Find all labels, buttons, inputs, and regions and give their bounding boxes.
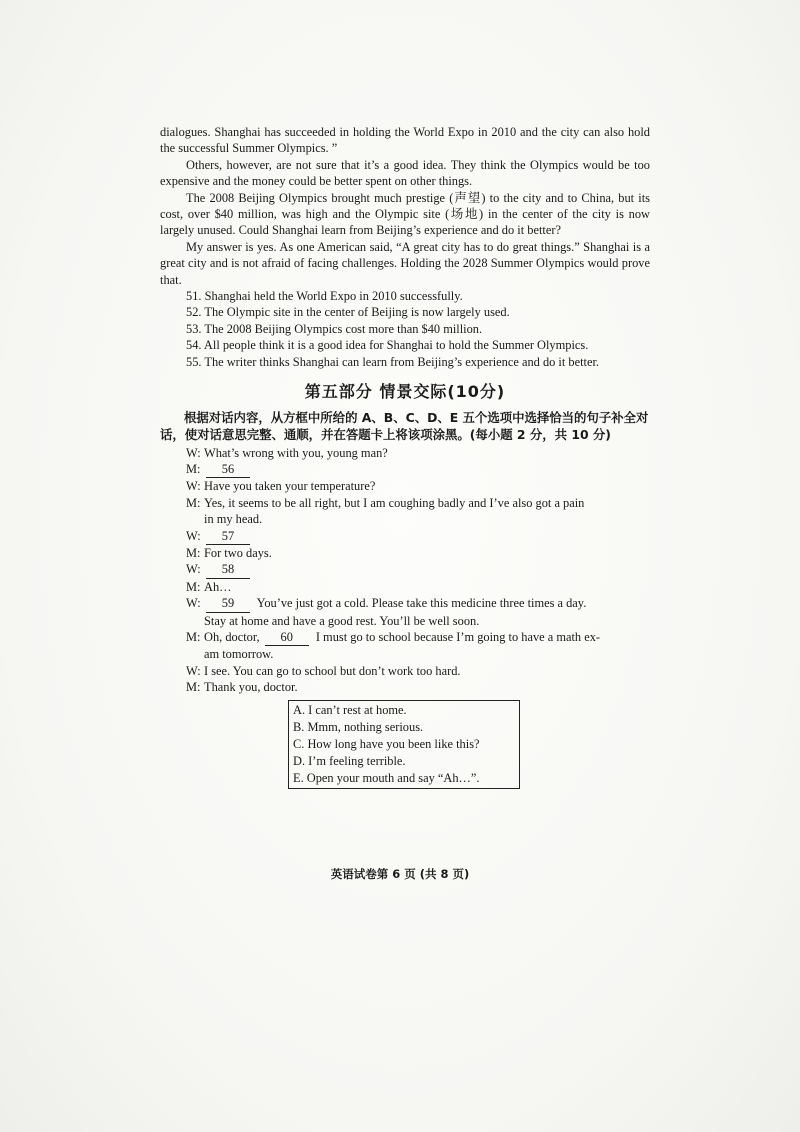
option-c: C. How long have you been like this? xyxy=(293,736,480,751)
question-53 xyxy=(160,321,650,337)
question-text: The Olympic site in the center of Beijing is now largely used. xyxy=(204,305,510,320)
dialog-line xyxy=(160,679,650,695)
dialog xyxy=(160,445,650,696)
dialog-text: What’s wrong with you, young man? xyxy=(204,445,388,460)
question-51 xyxy=(160,288,650,304)
question-list xyxy=(160,288,650,370)
dialog-text: I must go to school because I’m going to have a math ex- xyxy=(315,629,601,644)
question-number: 53. xyxy=(186,321,202,336)
dialog-continuation: in my head. xyxy=(204,512,263,527)
question-text: All people think it is a good idea for Shanghai to hold the Summer Olympics. xyxy=(203,338,589,353)
question-number: 52. xyxy=(186,305,202,320)
speaker: W: xyxy=(186,562,201,577)
speaker: M: xyxy=(186,579,201,594)
speaker: M: xyxy=(186,680,201,695)
question-52 xyxy=(160,304,650,320)
question-number: 54. xyxy=(186,338,202,353)
dialog-continuation: Stay at home and have a good rest. You’ll be well soon. xyxy=(204,613,480,628)
dialog-line xyxy=(160,528,650,545)
option-b: B. Mmm, nothing serious. xyxy=(293,719,424,734)
dialog-line xyxy=(160,579,650,595)
passage-paragraph-1: dialogues. Shanghai has succeeded in holding the World Expo in 2010 and the city can also hold the successful Summer Olympics. ” xyxy=(160,125,650,156)
dialog-text: For two days. xyxy=(204,545,272,560)
dialog-line xyxy=(160,629,650,646)
page-content xyxy=(160,124,650,789)
speaker: W: xyxy=(186,479,201,494)
dialog-text: You’ve just got a cold. Please take this medicine three times a day. xyxy=(256,596,587,611)
dialog-line xyxy=(160,561,650,578)
blank-59: 59 xyxy=(206,595,250,612)
dialog-line xyxy=(160,461,650,478)
dialog-continuation: am tomorrow. xyxy=(204,647,274,662)
section-instructions: 根据对话内容，从方框中所给的 A、B、C、D、E 五个选项中选择恰当的句子补全对话，使对话意思完整、通顺，并在答题卡上将该项涂黑。(每小题 2 分，共 10 分) xyxy=(160,409,649,442)
passage-paragraph-3: The 2008 Beijing Olympics brought much prestige (声望) to the city and to China, but its cost, over $40 million, was high and the Olympic site (场地) in the center of the city is now largely unused. Could Shanghai learn from Beijing’s experience and do it better? xyxy=(160,190,650,238)
option-a: A. I can’t rest at home. xyxy=(293,702,407,717)
question-text: The writer thinks Shanghai can learn from Beijing’s experience and do it better. xyxy=(204,354,600,369)
question-number: 51. xyxy=(186,289,202,304)
speaker: W: xyxy=(186,445,201,460)
speaker: M: xyxy=(186,461,201,476)
dialog-text: I see. You can go to school but don’t work too hard. xyxy=(204,663,461,678)
blank-60: 60 xyxy=(265,629,309,646)
passage-paragraph-2: Others, however, are not sure that it’s a good idea. They think the Olympics would be too expensive and the money could be better spent on other things. xyxy=(160,157,650,189)
question-54 xyxy=(160,337,650,353)
question-text: The 2008 Beijing Olympics cost more than $40 million. xyxy=(204,321,483,336)
option-e: E. Open your mouth and say “Ah…”. xyxy=(293,770,480,785)
dialog-line xyxy=(160,595,650,612)
dialog-text: Have you taken your temperature? xyxy=(204,479,376,494)
dialog-text: Oh, doctor, xyxy=(204,629,260,644)
dialog-line xyxy=(160,495,650,511)
blank-56: 56 xyxy=(206,461,250,478)
speaker: M: xyxy=(186,629,201,644)
dialog-text: Yes, it seems to be all right, but I am coughing badly and I’ve also got a pain xyxy=(204,495,585,510)
speaker: M: xyxy=(186,495,201,510)
page-footer: 英语试卷第 6 页 (共 8 页) xyxy=(330,867,470,881)
blank-57: 57 xyxy=(206,528,250,545)
section-title: 第五部分 情景交际(10分) xyxy=(304,382,506,402)
passage-paragraph-4: My answer is yes. As one American said, “A great city has to do great things.” Shanghai is a great city and is not afraid of facing challenges. Holding the 2028 Summer Olympics would prove that. xyxy=(160,239,650,287)
speaker: W: xyxy=(186,596,201,611)
option-d: D. I’m feeling terrible. xyxy=(293,753,406,768)
speaker: W: xyxy=(186,663,201,678)
dialog-line xyxy=(160,445,650,461)
question-55 xyxy=(160,354,650,370)
dialog-text: Thank you, doctor. xyxy=(204,680,298,695)
speaker: W: xyxy=(186,528,201,543)
dialog-text: Ah… xyxy=(204,579,232,594)
options-box xyxy=(288,700,520,789)
dialog-line xyxy=(160,478,650,494)
question-number: 55. xyxy=(186,354,202,369)
speaker: M: xyxy=(186,545,201,560)
blank-58: 58 xyxy=(206,561,250,578)
dialog-line xyxy=(160,663,650,679)
dialog-line xyxy=(160,545,650,561)
question-text: Shanghai held the World Expo in 2010 successfully. xyxy=(204,289,463,304)
